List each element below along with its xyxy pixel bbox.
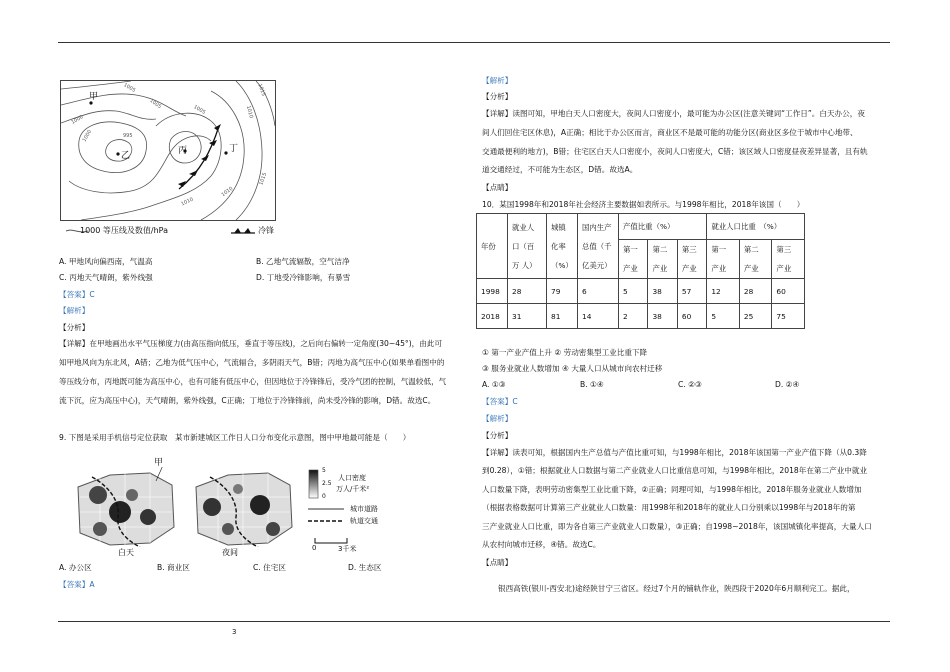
table-cell: 60 bbox=[772, 279, 805, 304]
table-header-year: 年份 bbox=[477, 214, 508, 279]
q8-detail-line: 知甲地风向为东北风，A错；乙地为低气压中心，气流辐合，多阴雨天气，B错；丙地为高气压中心(如果单看图中的 bbox=[59, 358, 445, 367]
q8-answer: 【答案】C bbox=[59, 290, 95, 299]
table-header-employ: 就业人口比重 （%） bbox=[707, 214, 805, 240]
q10-detail-line: 人口数量下降，表明劳动密集型工业比重下降，②正确；同理可知，与1998年相比，2018年服务业就业人数增加 bbox=[482, 485, 862, 494]
q9-answer: 【答案】A bbox=[59, 580, 95, 589]
table-header-pop: 就业人 口（百 万 人） bbox=[508, 214, 547, 279]
q9-option-b: B. 商业区 bbox=[157, 563, 190, 572]
q9-option-d: D. 生态区 bbox=[348, 563, 382, 572]
table-cell: 5 bbox=[707, 304, 740, 329]
q10-option-c: C. ②③ bbox=[678, 380, 702, 389]
table-header-output: 产值比重（%） bbox=[619, 214, 707, 240]
population-maps bbox=[60, 455, 420, 560]
q9-detail-line: 道交通经过，不可能为生态区，D错。故选A。 bbox=[482, 165, 638, 174]
table-cell: 14 bbox=[578, 304, 619, 329]
table-cell: 81 bbox=[547, 304, 578, 329]
q10-detail-line: 到0.28），①错；根据就业人口数据与第二产业就业人口比重信息可知，与1998年相比，2018年在第二产业中就业 bbox=[482, 466, 868, 475]
q9-detail-line: 间人们回住宅区休息)，A正确；相比于办公区而言，商业区不是最可能的功能分区(商业区多位于城市中心地带、 bbox=[482, 128, 858, 137]
q10-dianjing: 【点睛】 bbox=[482, 558, 513, 567]
q8-detail-line: 等压线分布，丙地既可能为高压中心，也有可能有低压中心，但因地位于冷锋锋后，受冷气团的控制，气温较低，气 bbox=[59, 377, 447, 386]
top-rule bbox=[58, 42, 890, 43]
q10-stem: 10．某国1998年和2018年社会经济主要数据如表所示。与1998年相比，2018年该国（ ） bbox=[482, 200, 805, 209]
q8-detail-line: 【详解】在甲地画出水平气压梯度力(由高压指向低压，垂直于等压线)，之后向右偏转一定角度(30~45°)，由此可 bbox=[59, 339, 443, 348]
q8-option-b: B. 乙地气流辐散，空气洁净 bbox=[256, 257, 350, 266]
isobar-value: 1010 bbox=[180, 196, 195, 208]
economic-data-table bbox=[476, 213, 805, 329]
front-legend-icon bbox=[231, 227, 255, 235]
isobar-value: 1015 bbox=[256, 82, 267, 98]
q10-detail-line: 从农村向城市迁移，④错。故选C。 bbox=[482, 540, 601, 549]
map-label-yi: 乙 bbox=[121, 151, 131, 161]
rail-legend-line bbox=[308, 519, 344, 523]
q9-detail-line: 【详解】读图可知，甲地白天人口密度大，夜间人口密度小，最可能为办公区(注意关键词“工作日”。白天办公，夜 bbox=[482, 109, 865, 118]
isobar-value: 1000 bbox=[81, 128, 94, 144]
isobar-value: 1005 bbox=[148, 97, 163, 111]
table-subheader: 第一 产业 bbox=[619, 240, 648, 279]
table-subheader: 第三 产业 bbox=[677, 240, 706, 279]
map-label-jia: 甲 bbox=[89, 92, 99, 102]
table-subheader: 第一 产业 bbox=[707, 240, 740, 279]
q9-dianjing: 【点睛】 bbox=[482, 183, 513, 192]
q10-detail-line: 【详解】读表可知，根据国内生产总值与产值比重可知，与1998年相比，2018年该国第一产业产值下降（从0.3降 bbox=[482, 448, 867, 457]
q9-detail-line: 交通最便利的地方)，B错；住宅区白天人口密度小，夜间人口密度大，C错；该区域人口密度昼夜差异显著，且有轨 bbox=[482, 147, 868, 156]
q9-jiexi: 【解析】 bbox=[482, 76, 513, 85]
isobar-value: 1010 bbox=[244, 105, 254, 119]
table-cell: 25 bbox=[739, 304, 772, 329]
closing-paragraph: 银西高铁(银川-西安北)途经陕甘宁三省区。经过7个月的铺轨作业，陕西段于2020年6月顺利完工。据此， bbox=[498, 584, 855, 593]
table-cell: 28 bbox=[508, 279, 547, 304]
q10-option-b: B. ①④ bbox=[580, 380, 604, 389]
q10-option-d: D. ②④ bbox=[775, 380, 800, 389]
page-number: 3 bbox=[232, 628, 237, 636]
map-label-bing: 丙 bbox=[178, 146, 188, 156]
table-cell: 1998 bbox=[477, 279, 508, 304]
map2-label-jia: 甲 bbox=[154, 458, 164, 468]
density-value-mid: 2.5 bbox=[322, 480, 332, 487]
table-cell: 31 bbox=[508, 304, 547, 329]
isobar-legend bbox=[66, 225, 276, 237]
table-cell: 2018 bbox=[477, 304, 508, 329]
table-subheader: 第二 产业 bbox=[648, 240, 677, 279]
q10-fenxi: 【分析】 bbox=[482, 431, 513, 440]
road-legend-line bbox=[308, 507, 344, 511]
table-cell: 38 bbox=[648, 304, 677, 329]
q10-answer: 【答案】C bbox=[482, 397, 518, 406]
isobar-map bbox=[60, 80, 276, 221]
table-row bbox=[477, 304, 805, 329]
q8-detail-line: 流下沉，应为高压中心)，天气晴朗，紫外线强，C正确；丁地位于冷锋锋前，尚未受冷锋的影响，D错。故选C。 bbox=[59, 396, 436, 405]
table-row bbox=[477, 279, 805, 304]
bottom-rule bbox=[58, 621, 890, 622]
q9-option-a: A. 办公区 bbox=[59, 563, 92, 572]
isobar-legend-text: 1000 等压线及数值/hPa bbox=[80, 226, 169, 235]
table-cell: 28 bbox=[739, 279, 772, 304]
isobar-value: 995 bbox=[123, 133, 133, 139]
q10-statement-2: ③ 服务业就业人数增加 ④ 大量人口从城市向农村迁移 bbox=[482, 364, 663, 373]
table-header-gdp: 国内生产 总值（千 亿美元） bbox=[578, 214, 619, 279]
table-subheader: 第二 产业 bbox=[739, 240, 772, 279]
q8-option-c: C. 丙地天气晴朗，紫外线强 bbox=[59, 273, 153, 282]
density-legend-title: 人口密度 bbox=[338, 474, 366, 482]
table-cell: 60 bbox=[677, 304, 706, 329]
table-cell: 12 bbox=[707, 279, 740, 304]
q10-detail-line: 三产业就业人口比重，即为各自第三产业就业人口数量），③正确；自1998~2018年，该国城镇化率提高，大量人口 bbox=[482, 522, 872, 531]
table-cell: 57 bbox=[677, 279, 706, 304]
night-map-label: 夜间 bbox=[222, 548, 238, 557]
table-header-urban: 城镇 化率 （%） bbox=[547, 214, 578, 279]
q10-statement-1: ① 第一产业产值上升 ② 劳动密集型工业比重下降 bbox=[482, 348, 648, 357]
table-cell: 5 bbox=[619, 279, 648, 304]
q10-option-a: A. ①③ bbox=[482, 380, 506, 389]
scale-length: 3千米 bbox=[338, 545, 357, 553]
table-cell: 2 bbox=[619, 304, 648, 329]
q10-detail-line: （根据表格数据可计算第三产业就业人口数量：用1998年和2018年的就业人口分别乘以1998年与2018年的第 bbox=[482, 503, 856, 512]
density-value-low: 0 bbox=[322, 493, 326, 500]
table-cell: 79 bbox=[547, 279, 578, 304]
density-gradient bbox=[308, 469, 320, 499]
road-legend-text: 城市道路 bbox=[350, 505, 378, 513]
rail-legend-text: 轨道交通 bbox=[350, 517, 378, 525]
table-cell: 6 bbox=[578, 279, 619, 304]
day-map-label: 白天 bbox=[118, 548, 134, 557]
night-map bbox=[188, 467, 298, 547]
q9-fenxi: 【分析】 bbox=[482, 92, 513, 101]
scale-zero: 0 bbox=[312, 544, 317, 552]
q8-option-d: D. 丁地受冷锋影响，有暴雪 bbox=[256, 273, 351, 282]
q8-jiexi: 【解析】 bbox=[59, 306, 90, 315]
isobar-value: 1005 bbox=[122, 82, 137, 94]
table-subheader: 第三 产业 bbox=[772, 240, 805, 279]
table-cell: 75 bbox=[772, 304, 805, 329]
density-value-high: 5 bbox=[322, 467, 326, 474]
isobar-value: 1005 bbox=[192, 104, 207, 116]
front-legend-text: 冷锋 bbox=[258, 226, 274, 235]
q9-option-c: C. 住宅区 bbox=[253, 563, 286, 572]
q9-stem: 9. 下图是采用手机信号定位获取 某市新建城区工作日人口分布变化示意图，图中甲地最可能是（ ） bbox=[59, 433, 411, 442]
q10-jiexi: 【解析】 bbox=[482, 414, 513, 423]
density-legend-unit: 万人/千米² bbox=[336, 485, 370, 493]
isobar-value: 1000 bbox=[70, 114, 85, 126]
isobar-value: 1010 bbox=[220, 185, 235, 199]
density-legend bbox=[308, 469, 418, 554]
isobar-value: 1015 bbox=[258, 171, 269, 187]
day-map bbox=[70, 467, 180, 547]
q8-option-a: A. 甲地风向偏西南，气温高 bbox=[59, 257, 153, 266]
table-cell: 38 bbox=[648, 279, 677, 304]
q8-fenxi: 【分析】 bbox=[59, 323, 90, 332]
map-label-ding: 丁 bbox=[229, 144, 239, 154]
